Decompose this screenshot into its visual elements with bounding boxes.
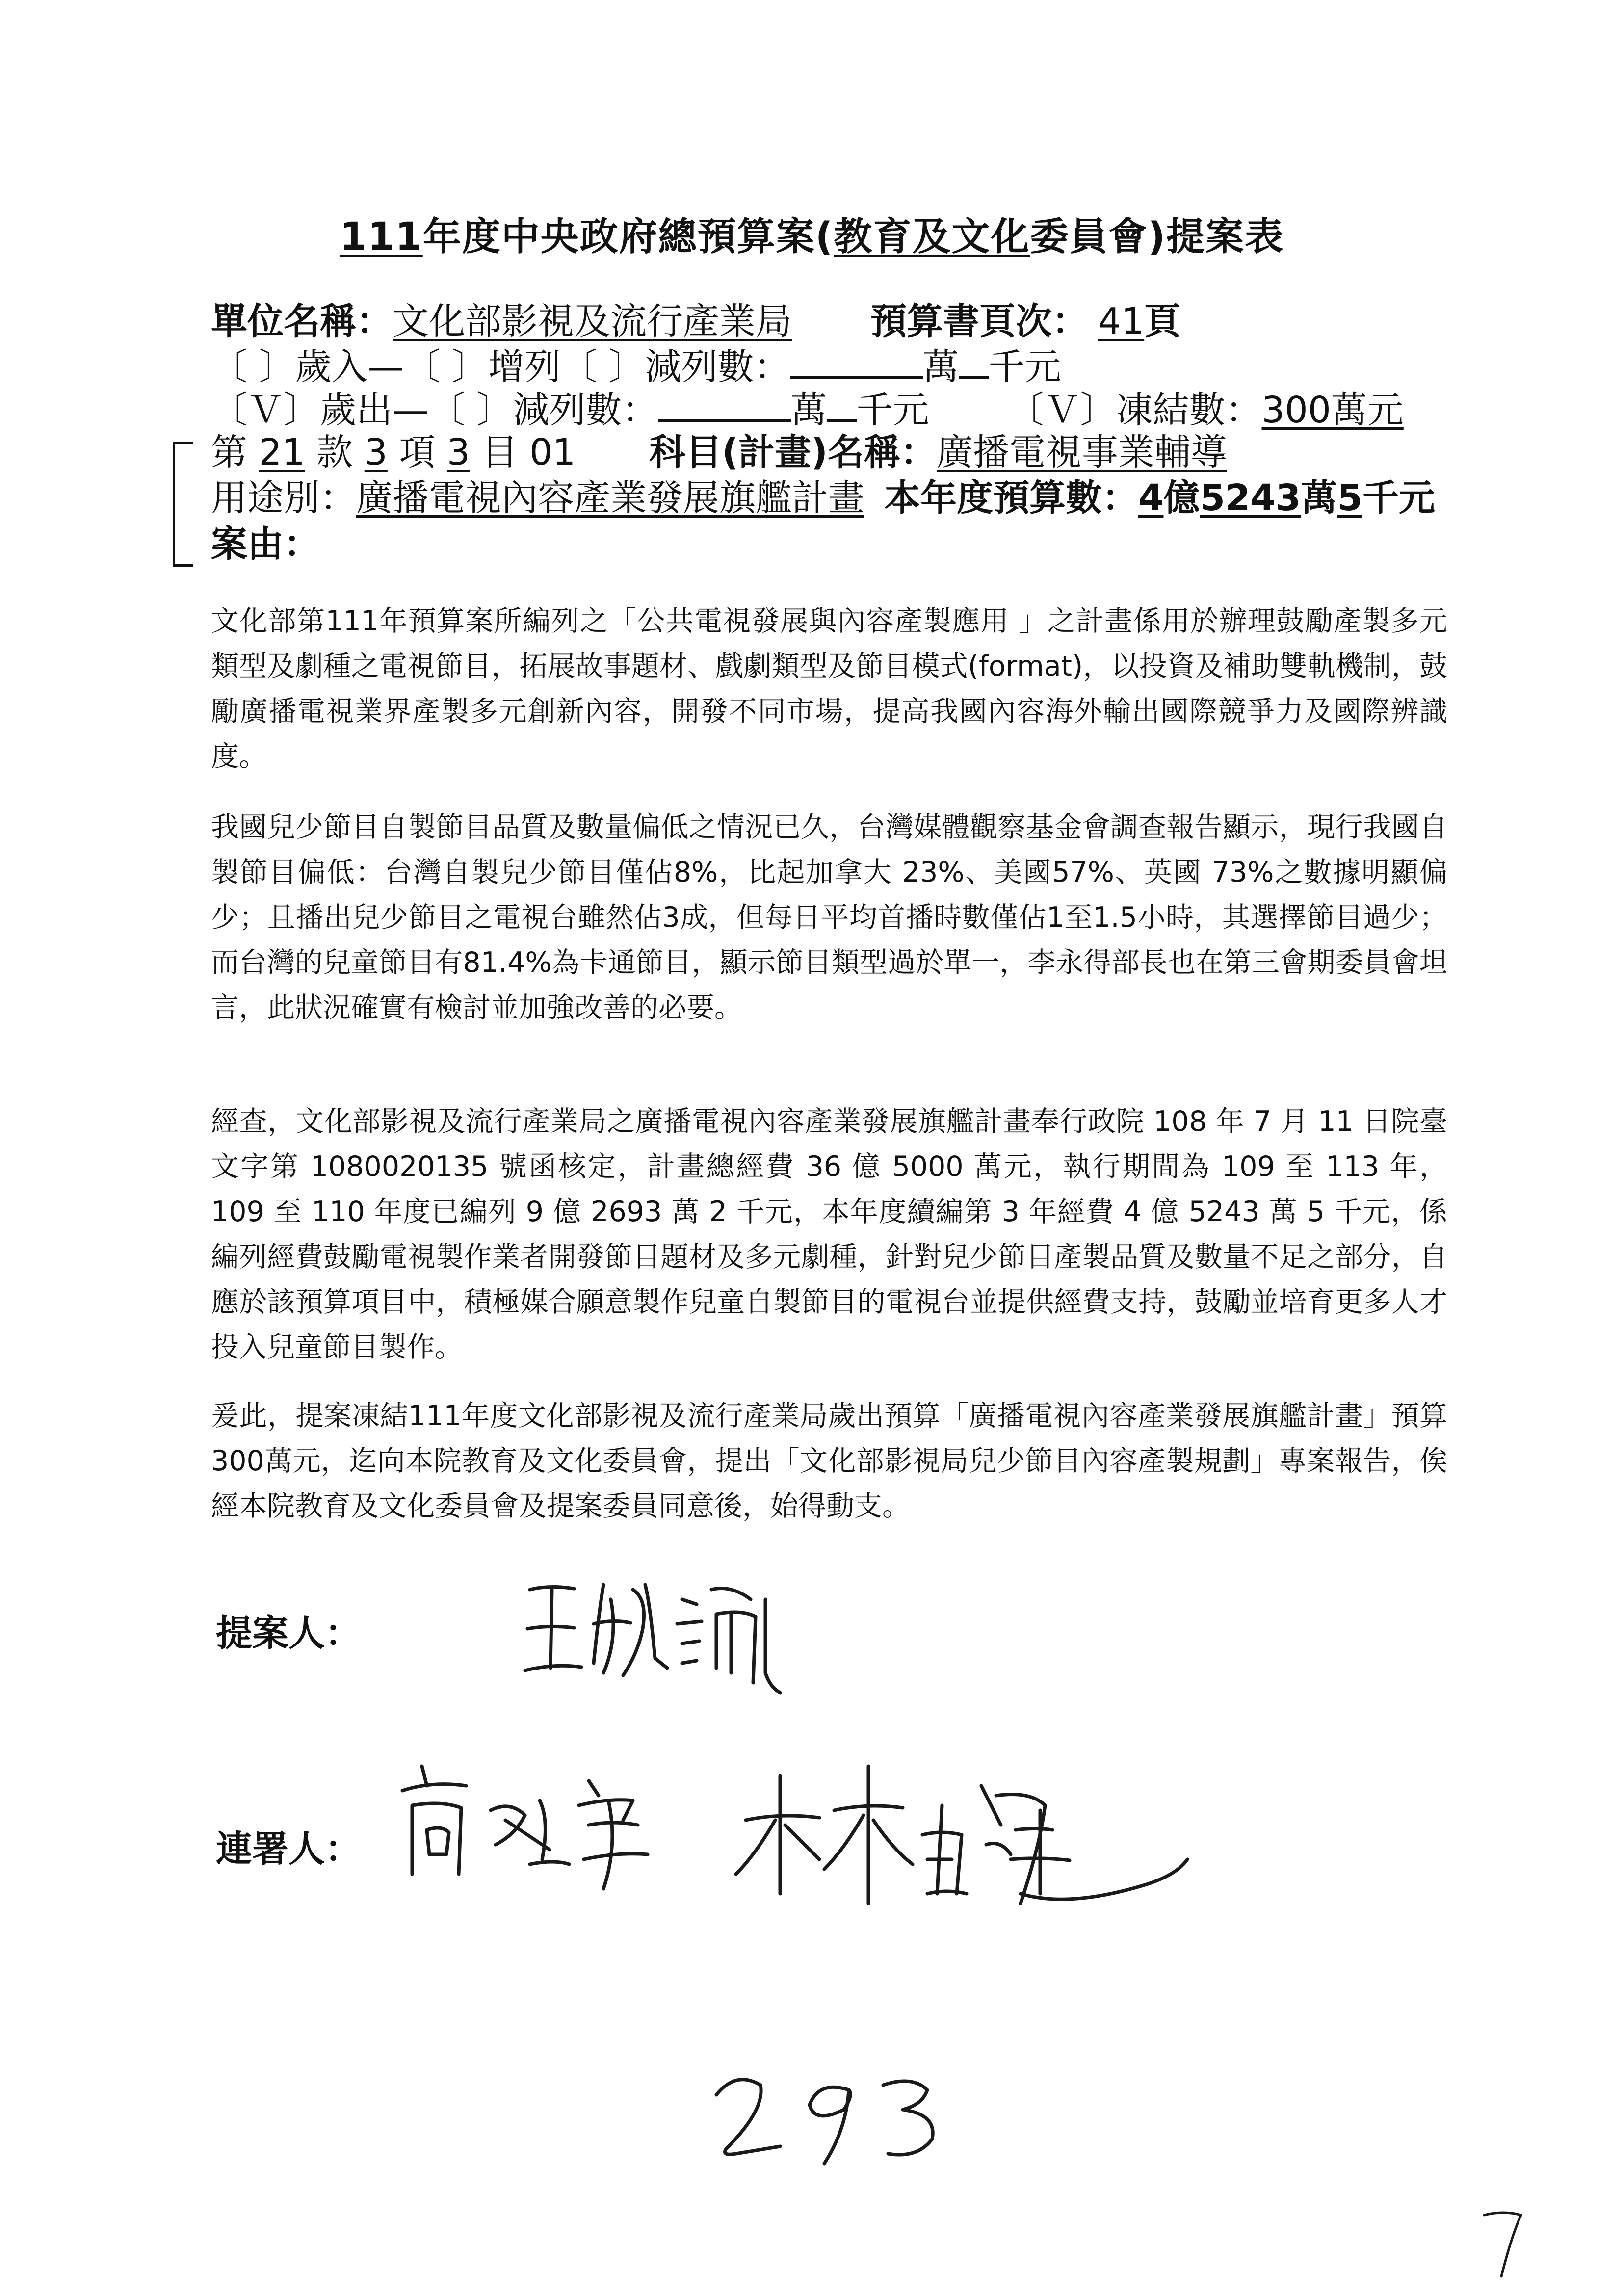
paragraph-4: 爰此，提案凍結111年度文化部影視及流行產業局歲出預算「廣播電視內容產業發展旗艦計畫」預算300萬元，迄向本院教育及文化委員會，提出「文化部影視局兒少節目內容產製規劃」專案報告，俟經本院教育及文化委員會及提案委員同意後，始得動支。 bbox=[211, 1400, 1447, 1522]
cosigner-label: 連署人： bbox=[216, 1828, 361, 1870]
unit-line: 單位名稱：文化部影視及流行產業局 預算書頁次： 41頁 bbox=[211, 300, 1181, 342]
page-title: 111年度中央政府總預算案(教育及文化委員會)提案表 bbox=[340, 215, 1284, 259]
proposer-label: 提案人： bbox=[216, 1612, 361, 1654]
handwritten-page-number bbox=[707, 2061, 952, 2173]
cosigner-signatures bbox=[393, 1747, 1202, 1923]
paragraph-2: 我國兒少節目自製節目品質及數量偏低之情況已久，台灣媒體觀察基金會調查報告顯示，現行我國自製節目偏低：台灣自製兒少節目僅佔8%，比起加拿大 23%、美國57%、英國 73%之數據明顯偏少；且播出兒少節目之電視台雖然佔3成，但每日平均首播時數僅佔1至1.5小時，其選擇節目過少；而台灣的兒童節目有81.4%為卡通節目，顯示節目類型過於單一，李永得部長也在第三會期委員會坦言，此狀況確實有檢討並加強改善的必要。 bbox=[211, 811, 1447, 1024]
expense-line: 〔Ｖ〕歲出—〔 〕減列數： 萬 千元 〔Ｖ〕凍結數：300萬元 bbox=[211, 389, 1404, 431]
revenue-line: 〔 〕歲入—〔 〕增列〔 〕減列數： 萬 千元 bbox=[211, 346, 1061, 388]
reason-label: 案由： bbox=[211, 523, 320, 565]
proposer-signature bbox=[520, 1570, 795, 1697]
subject-line: 第 21 款 3 項 3 目 01 科目(計畫)名稱：廣播電視事業輔導 bbox=[211, 431, 1227, 473]
paragraph-3: 經查，文化部影視及流行產業局之廣播電視內容產業發展旗艦計畫奉行政院 108 年 7 月 11 日院臺文字第 1080020135 號函核定，計畫總經費 36 億 5000 萬元，執行期間為 109 至 113 年， 109 至 110 年度已編列 9 億 2693 萬 2 千元，本年度續編第 3 年經費 4 億 5243 萬 5 千元，係編列經費鼓勵電視製作業者開發節目題材及多元劇種，針對兒少節目產製品質及數量不足之部分，自應於該預算項目中，積極媒合願意製作兒童自製節目的電視台並提供經費支持，鼓勵並培育更多人才投入兒童節目製作。 bbox=[211, 1105, 1447, 1363]
header-bracket bbox=[173, 442, 193, 567]
corner-mark bbox=[1477, 2203, 1531, 2286]
paragraph-1: 文化部第111年預算案所編列之「公共電視發展與內容產製應用 」之計畫係用於辦理鼓勵產製多元類型及劇種之電視節目，拓展故事題材、戲劇類型及節目模式(format)，以投資及補助雙軌機制，鼓勵廣播電視業界產製多元創新內容，開發不同市場，提高我國內容海外輸出國際競爭力及國際辨識度。 bbox=[211, 605, 1447, 773]
usage-line: 用途別：廣播電視內容產業發展旗艦計畫 本年度預算數：4億5243萬5千元 bbox=[211, 477, 1435, 519]
